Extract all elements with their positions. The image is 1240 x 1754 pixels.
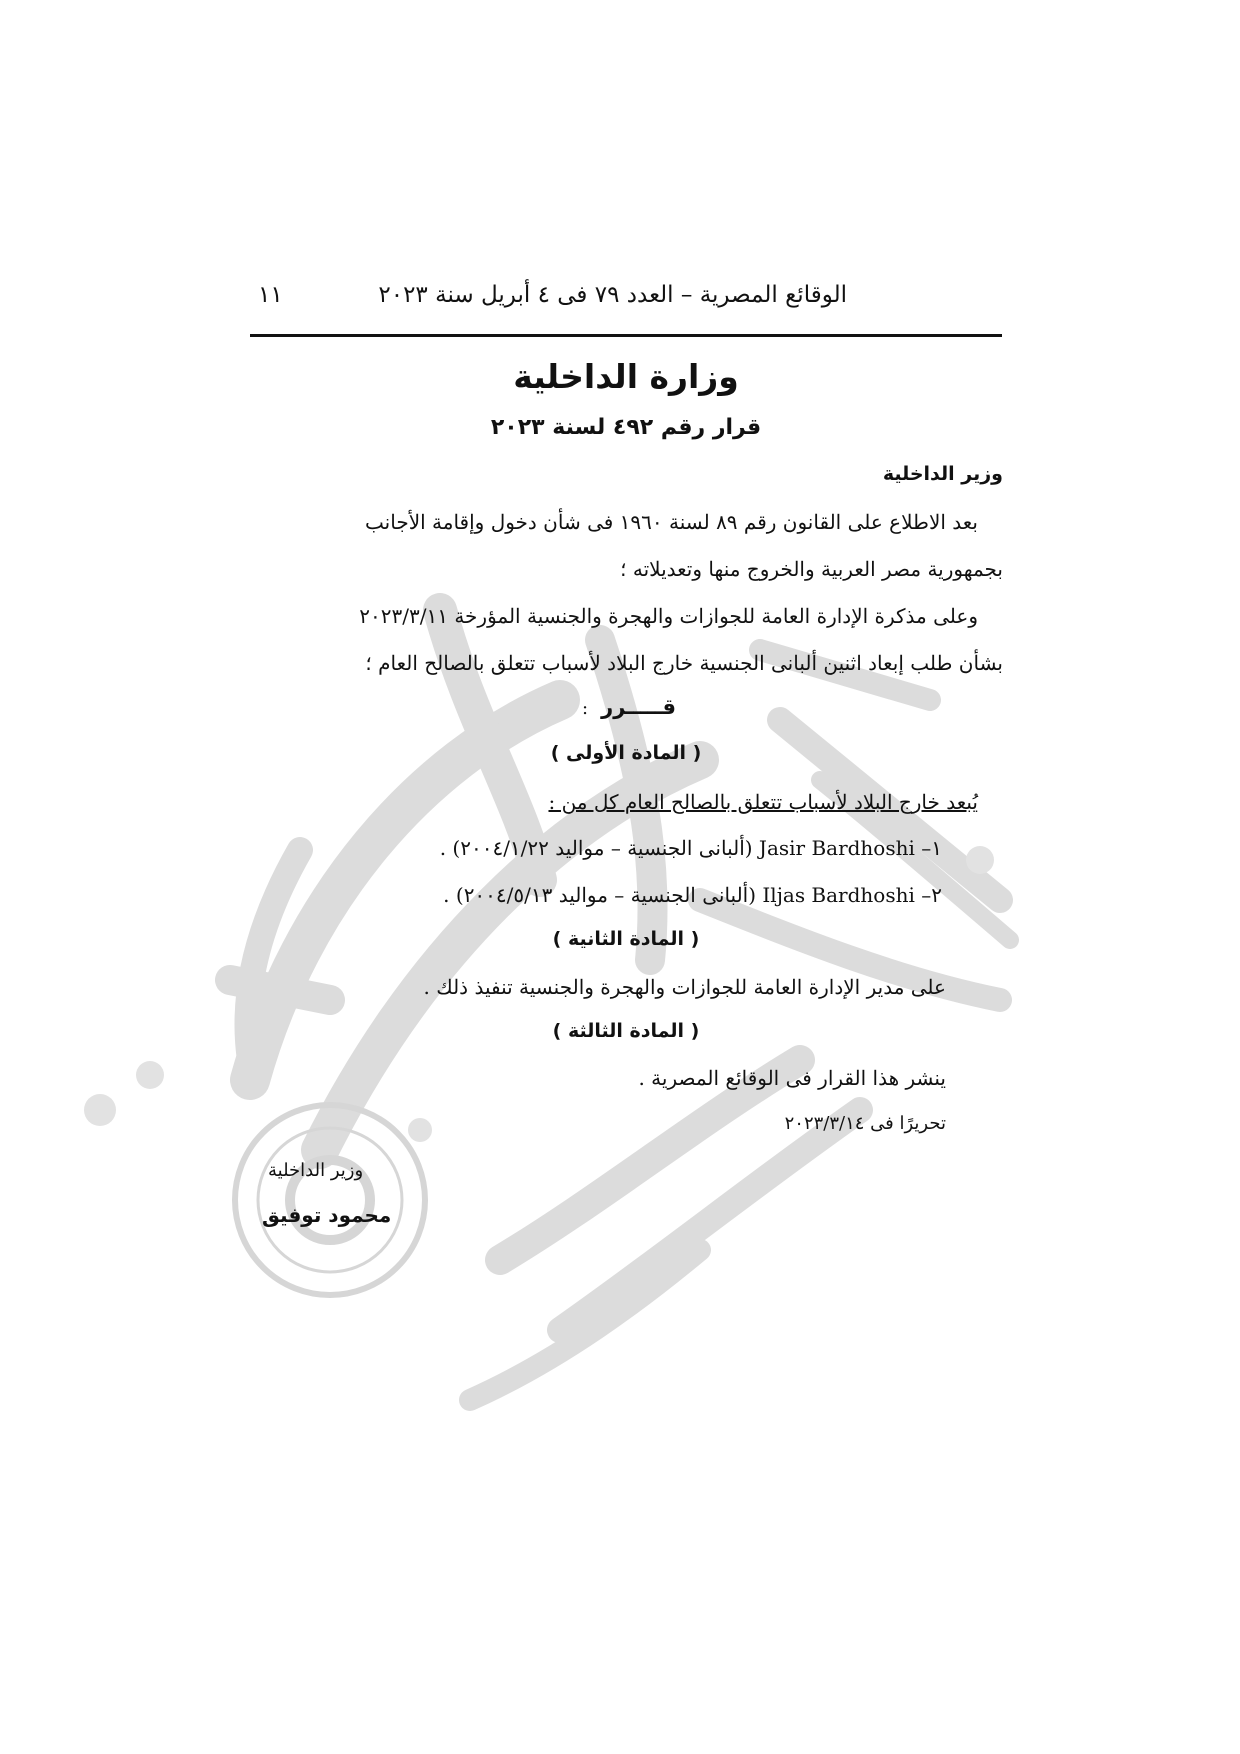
preamble-line-4: بشأن طلب إبعاد اثنين ألبانى الجنسية خارج البلاد لأسباب تتعلق بالصالح العام ؛ [365, 651, 1003, 675]
issuer-heading: وزير الداخلية [882, 463, 1003, 485]
decides-word: قـــــرر [601, 695, 676, 719]
article-1-heading: ( المادة الأولى ) [550, 742, 702, 764]
article-3-text: ينشر هذا القرار فى الوقائع المصرية . [638, 1066, 946, 1090]
preamble-line-2: بجمهورية مصر العربية والخروج منها وتعديلاته ؛ [620, 557, 1003, 581]
article-2-heading: ( المادة الثانية ) [552, 928, 700, 950]
article-1-intro: يُبعد خارج البلاد لأسباب تتعلق بالصالح العام كل من : [548, 790, 978, 814]
header-divider [250, 334, 1002, 337]
preamble-line-1: بعد الاطلاع على القانون رقم ٨٩ لسنة ١٩٦٠ فى شأن دخول وإقامة الأجانب [365, 510, 978, 534]
ministry-title: وزارة الداخلية [513, 357, 739, 396]
decides-colon: : [582, 698, 589, 719]
issue-date: تحريرًا فى ٢٠٢٣/٣/١٤ [784, 1113, 946, 1134]
preamble-line-3: وعلى مذكرة الإدارة العامة للجوازات والهجرة والجنسية المؤرخة ٢٠٢٣/٣/١١ [359, 604, 978, 628]
decides-heading [582, 695, 676, 719]
signature-title: وزير الداخلية [268, 1160, 364, 1181]
signature-name: محمود توفيق [262, 1203, 392, 1227]
article-1-item-2: ٢– Iljas Bardhoshi (ألبانى الجنسية – مواليد ٢٠٠٤/٥/١٣) . [443, 883, 942, 907]
page-number: ١١ [258, 282, 283, 308]
decree-title: قرار رقم ٤٩٢ لسنة ٢٠٢٣ [490, 415, 762, 440]
article-3-heading: ( المادة الثالثة ) [552, 1020, 700, 1042]
article-1-item-1: ١– Jasir Bardhoshi (ألبانى الجنسية – مواليد ٢٠٠٤/١/٢٢) . [439, 836, 942, 860]
gazette-issue-title: الوقائع المصرية – العدد ٧٩ فى ٤ أبريل سنة ٢٠٢٣ [378, 282, 847, 308]
article-2-text: على مدير الإدارة العامة للجوازات والهجرة والجنسية تنفيذ ذلك . [423, 975, 946, 999]
running-header [250, 280, 1002, 320]
